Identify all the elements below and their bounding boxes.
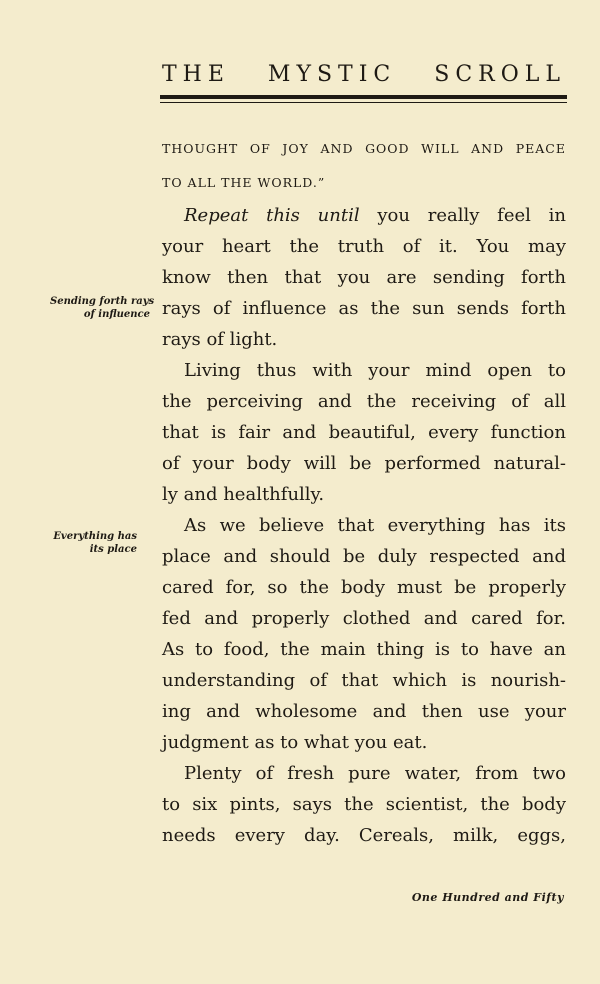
text-line: of your body will be performed natural- (162, 453, 566, 474)
text-line: ing and wholesome and then use your (162, 701, 566, 722)
text-line: ly and healthfully. (162, 484, 325, 505)
text-line: TO ALL THE WORLD.” (162, 175, 326, 190)
text-line: to six pints, says the scientist, the body (162, 794, 566, 815)
text-fragment: you really feel in (359, 205, 567, 226)
text-line: understanding of that which is nourish- (162, 670, 566, 691)
text-line: that is fair and beautiful, every function (162, 422, 566, 443)
text-line: As we believe that everything has its (184, 515, 566, 536)
text-line: Living thus with your mind open to (184, 360, 566, 381)
text-line: needs every day. Cereals, milk, eggs, (162, 825, 566, 846)
sidenote-everything-has-its-place (37, 530, 137, 556)
body-text (162, 132, 566, 851)
text-line: rays of light. (162, 329, 278, 350)
text-line: place and should be duly respected and (162, 546, 566, 567)
running-head-title: THE MYSTIC SCROLL (162, 62, 566, 87)
header-rule-thin (160, 102, 567, 103)
header-rule-thick (160, 95, 567, 99)
emphasis-text: Repeat this until (184, 205, 360, 226)
sidenote-sending-forth (50, 295, 155, 321)
text-line: rays of influence as the sun sends forth (162, 298, 566, 319)
text-line: cared for, so the body must be properly (162, 577, 566, 598)
text-line: know then that you are sending forth (162, 267, 566, 288)
text-line: judgment as to what you eat. (162, 732, 428, 753)
text-line (162, 200, 566, 231)
sidenote-line: of influence (83, 309, 150, 320)
text-line: fed and properly clothed and cared for. (162, 608, 566, 629)
page-number-folio: One Hundred and Fifty (411, 891, 564, 904)
text-line: THOUGHT OF JOY AND GOOD WILL AND PEACE (162, 141, 566, 156)
text-line: your heart the truth of it. You may (162, 236, 566, 257)
sidenote-line: its place (89, 544, 137, 555)
text-line: Plenty of fresh pure water, from two (184, 763, 566, 784)
text-line: As to food, the main thing is to have an (162, 639, 566, 660)
sidenote-line: Sending forth rays (50, 296, 155, 307)
text-line: the perceiving and the receiving of all (162, 391, 566, 412)
sidenote-line: Everything has (53, 531, 137, 542)
